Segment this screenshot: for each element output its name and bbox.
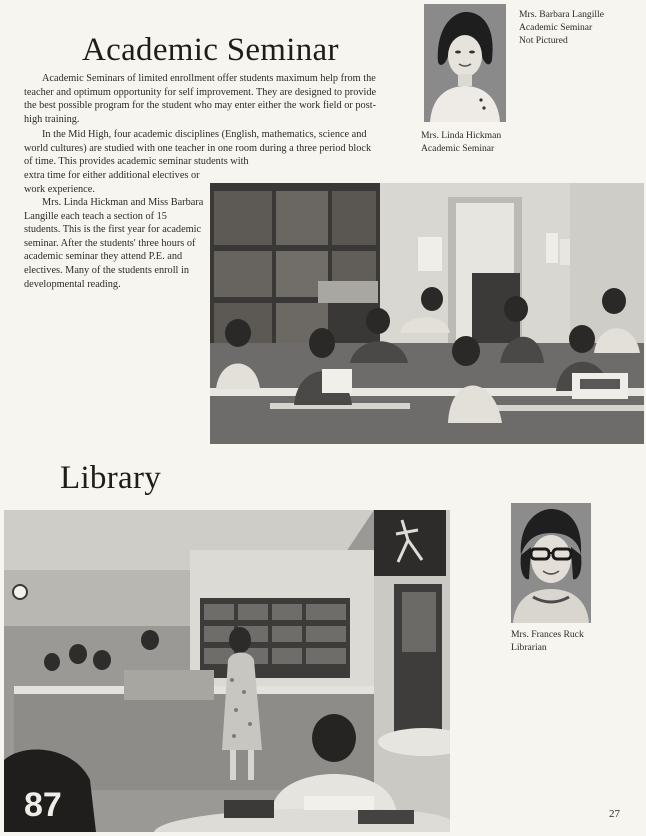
hickman-name: Mrs. Linda Hickman xyxy=(421,130,502,141)
ruck-title: Librarian xyxy=(511,642,547,653)
library-heading: Library xyxy=(60,460,162,496)
langille-note: Not Pictured xyxy=(519,35,568,46)
hickman-portrait-image xyxy=(424,4,506,122)
hickman-title: Academic Seminar xyxy=(421,143,495,154)
page-number: 27 xyxy=(609,808,620,820)
academic-seminar-heading: Academic Seminar xyxy=(82,32,339,68)
library-photo xyxy=(4,510,450,832)
langille-name: Mrs. Barbara Langille xyxy=(519,9,604,20)
seminar-paragraph-2-continued: extra time for either additional electives or work experience. xyxy=(24,170,200,195)
library-scene-image xyxy=(4,510,450,832)
langille-caption xyxy=(519,8,604,47)
seminar-classroom-photo xyxy=(210,183,644,444)
ruck-portrait-photo xyxy=(511,503,591,623)
ruck-caption xyxy=(511,628,584,654)
hickman-portrait-photo xyxy=(424,4,506,122)
seminar-paragraph-3: Mrs. Linda Hickman and Miss Barbara Langille each teach a section of 15 students. This is the first year for academic seminar. After the students' three hours of academic seminar they attend P.E. and electives. Many of the students enroll in developmental reading. xyxy=(24,197,204,290)
ruck-portrait-image xyxy=(511,503,591,623)
ruck-name: Mrs. Frances Ruck xyxy=(511,629,584,640)
seminar-paragraph-1: Academic Seminars of limited enrollment offer students maximum help from the teacher and optimum opportunity for self improvement. They are designed to provide the best possible program for the student who may enter either the work field or post-high training. xyxy=(24,73,377,125)
classroom-scene-image xyxy=(210,183,644,444)
seminar-paragraph-2: In the Mid High, four academic disciplines (English, mathematics, science and world cultures) are studied with one teacher in one room during a three period block of time. This provides academic seminar students with xyxy=(24,129,372,168)
langille-title: Academic Seminar xyxy=(519,22,593,33)
svg-text:87: 87 xyxy=(24,786,62,824)
hickman-caption xyxy=(421,129,501,155)
